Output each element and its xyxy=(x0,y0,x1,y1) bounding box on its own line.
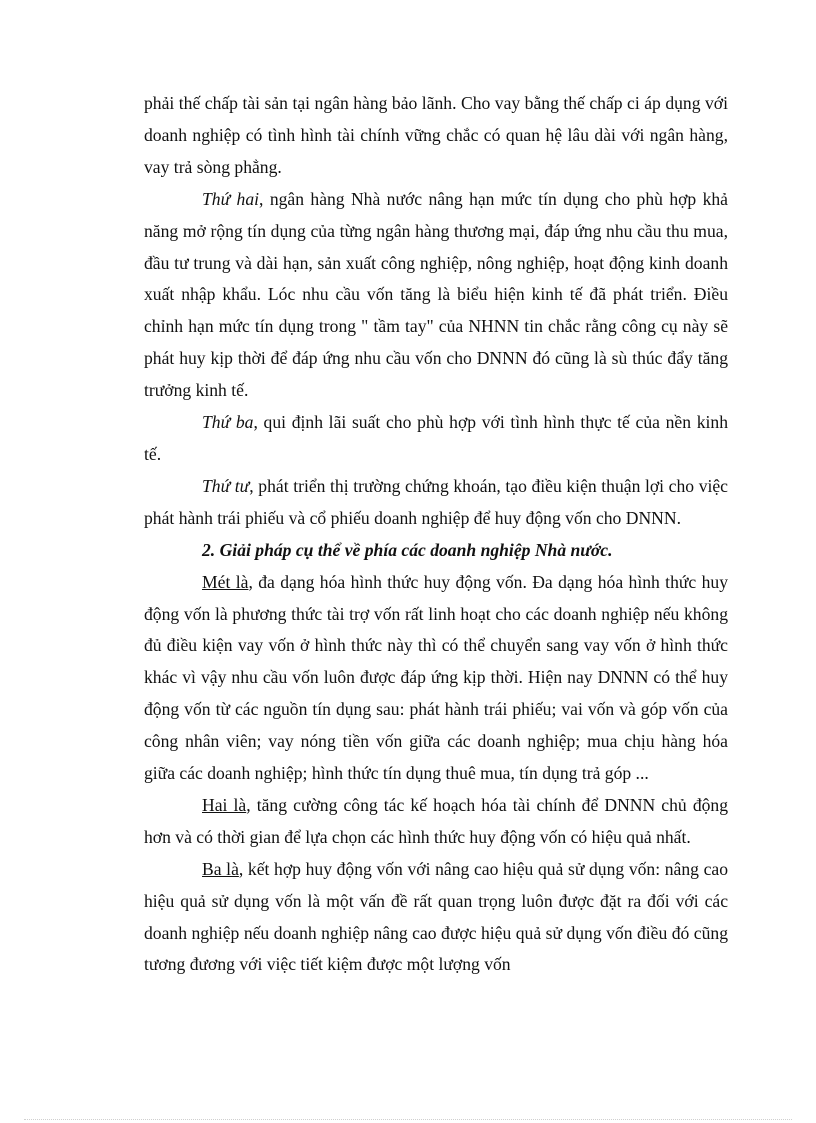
footer-divider xyxy=(24,1119,792,1120)
lead-solution-two: Hai là xyxy=(202,794,247,815)
paragraph-solution-two-text: , tăng cường công tác kế hoạch hóa tài chính để DNNN chủ động hơn và có thời gian để lựa chọn các hình thức huy động vốn có hiệu quả nhất. xyxy=(144,794,729,847)
paragraph-fourth xyxy=(144,471,728,535)
paragraph-solution-three xyxy=(144,854,728,982)
document-page xyxy=(144,88,728,981)
paragraph-fourth-text: , phát triển thị trường chứng khoán, tạo điều kiện thuận lợi cho việc phát hành trái phiếu và cổ phiếu doanh nghiệp để huy động vốn cho DNNN. xyxy=(144,475,728,528)
paragraph-third-text: , qui định lãi suất cho phù hợp với tình hình thực tế của nền kinh tế. xyxy=(144,412,729,464)
paragraph-collateral: phải thế chấp tài sản tại ngân hàng bảo lãnh. Cho vay bằng thế chấp ci áp dụng với doanh nghiệp có tình hình tài chính vững chắc có quan hệ lâu dài với ngân hàng, vay trả sòng phẳng. xyxy=(144,93,728,177)
paragraph-solution-one-text: , đa dạng hóa hình thức huy động vốn. Đa dạng hóa hình thức huy động vốn là phương thức tài trợ vốn rất linh hoạt cho các doanh nghiệp nếu không đủ điều kiện vay vốn ở hình thức này thì có thể chuyển sang vay vốn ở hình thức khác vì vậy nhu cầu vốn luôn được đáp ứng kịp thời. Hiện nay DNNN có thể huy động vốn từ các nguồn tín dụng sau: phát hành trái phiếu; vai vốn và góp vốn của công nhân viên; vay nóng tiền vốn giữa các doanh nghiệp; mua chịu hàng hóa giữa các doanh nghiệp; hình thức tín dụng thuê mua, tín dụng trả góp ... xyxy=(144,571,728,784)
paragraph-second xyxy=(144,184,728,407)
lead-solution-one: Mét là xyxy=(202,571,249,592)
paragraph-solution-one xyxy=(144,567,728,790)
paragraph-third xyxy=(144,407,728,471)
paragraph-solution-three-text: , kết hợp huy động vốn với nâng cao hiệu quả sử dụng vốn: nâng cao hiệu quả sử dụng vốn là một vấn đề rất quan trọng luôn được đặt ra đối với các doanh nghiệp nếu doanh nghiệp nâng cao được hiệu quả sử dụng vốn điều đó cũng tương đương với việc tiết kiệm được một lượng vốn xyxy=(144,858,729,975)
lead-solution-three: Ba là xyxy=(202,858,239,879)
lead-fourth: Thứ tư xyxy=(202,475,250,496)
section-heading: 2. Giải pháp cụ thể về phía các doanh nghiệp Nhà nước. xyxy=(202,539,613,560)
paragraph-solution-two xyxy=(144,790,728,854)
paragraph-second-text: , ngân hàng Nhà nước nâng hạn mức tín dụng cho phù hợp khả năng mở rộng tín dụng của từng ngân hàng thương mại, đáp ứng nhu cầu thu mua, đầu tư trung và dài hạn, sản xuất công nghiệp, nông nghiệp, hoạt động kinh doanh xuất nhập khẩu. Lóc nhu cầu vốn tăng là biểu hiện kinh tế đã phát triển. Điều chỉnh hạn mức tín dụng trong " tầm tay" của NHNN tin chắc rằng công cụ này sẽ phát huy kịp thời để đáp ứng nhu cầu vốn cho DNNN đó cũng là sù thúc đẩy tăng trưởng kinh tế. xyxy=(144,188,728,401)
lead-third: Thứ ba xyxy=(202,412,254,433)
lead-second: Thứ hai xyxy=(202,188,260,209)
